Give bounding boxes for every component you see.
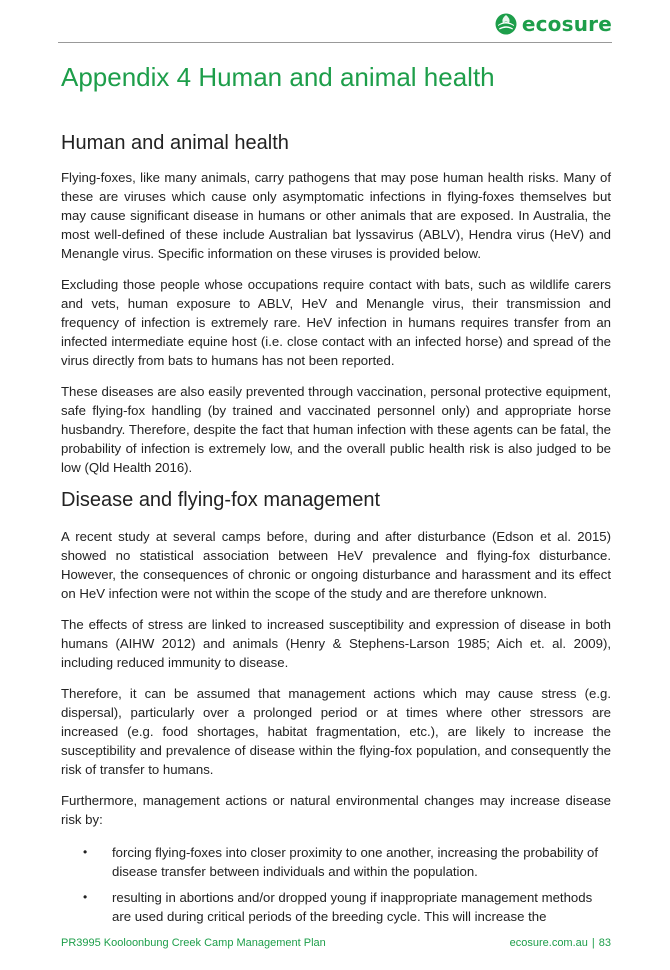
- paragraph: These diseases are also easily prevented through vaccination, personal protective equipment, safe flying-fox handling (by trained and vaccinated personnel only) and appropriate horse husbandry. Therefore, despite the fact that human infection with these agents can be fatal, the probability of infection is extremely low, and the overall public health risk is also judged to be low (Qld Health 2016).: [61, 384, 611, 475]
- logo-text: ecosure: [521, 12, 612, 36]
- paragraph: Excluding those people whose occupations require contact with bats, such as wildlife carers and vets, human exposure to ABLV, HeV and Menangle virus, their transmission and frequency of infection is extremely rare. HeV infection in humans requires transfer from an infected intermediate equine host (i.e. close contact with an infected horse) and spread of the virus directly from bats to humans has not been reported.: [61, 277, 611, 368]
- risk-bullet-list: [61, 843, 611, 926]
- paragraph: Furthermore, management actions or natural environmental changes may increase disease risk by:: [61, 793, 611, 827]
- section-heading-human-animal-health: Human and animal health: [61, 132, 289, 154]
- footer-right: [510, 937, 611, 949]
- list-item: • forcing flying-foxes into closer proximity to one another, increasing the probability of disease transfer between individuals and within the population.: [61, 843, 611, 881]
- page-number: 83: [598, 937, 611, 949]
- footer-document-title: PR3995 Kooloonbung Creek Camp Management Plan: [61, 937, 326, 949]
- list-item: • resulting in abortions and/or dropped young if inappropriate management methods are used during critical periods of the breeding cycle. This will increase the: [61, 888, 611, 926]
- page-footer: [61, 937, 611, 949]
- footer-website: ecosure.com.au: [509, 937, 588, 949]
- ecosure-logo: [495, 12, 612, 36]
- paragraph: A recent study at several camps before, during and after disturbance (Edson et al. 2015) showed no statistical association between HeV prevalence and flying-fox disturbance. However, the consequences of chronic or ongoing disturbance and harassment and its effect on HeV infection were not within the scope of the study and are therefore unknown.: [61, 529, 611, 601]
- ecosure-leaf-icon: [495, 13, 517, 35]
- page-header: [58, 0, 612, 43]
- page-title: Appendix 4 Human and animal health: [61, 62, 495, 92]
- page-content: [61, 58, 611, 933]
- section-heading-disease-management: Disease and flying-fox management: [61, 489, 381, 511]
- paragraph: The effects of stress are linked to increased susceptibility and expression of disease in both humans (AIHW 2012) and animals (Henry & Stephens-Larson 1985; Aich et. al. 2009), including reduced immunity to disease.: [61, 617, 611, 670]
- paragraph: Therefore, it can be assumed that management actions which may cause stress (e.g. dispersal), particularly over a prolonged period or at times where other stressors are increased (e.g. food shortages, habitat fragmentation, etc.), are likely to increase the susceptibility and prevalence of disease within the flying-fox population, and consequently the risk of transfer to humans.: [61, 686, 611, 777]
- paragraph: Flying-foxes, like many animals, carry pathogens that may pose human health risks. Many of these are viruses which cause only asymptomatic infections in flying-foxes themselves but may cause significant disease in humans or other animals that are exposed. In Australia, the most well-defined of these include Australian bat lyssavirus (ABLV), Hendra virus (HeV) and Menangle virus. Specific information on these viruses is provided below.: [61, 170, 611, 261]
- footer-separator: |: [591, 937, 595, 949]
